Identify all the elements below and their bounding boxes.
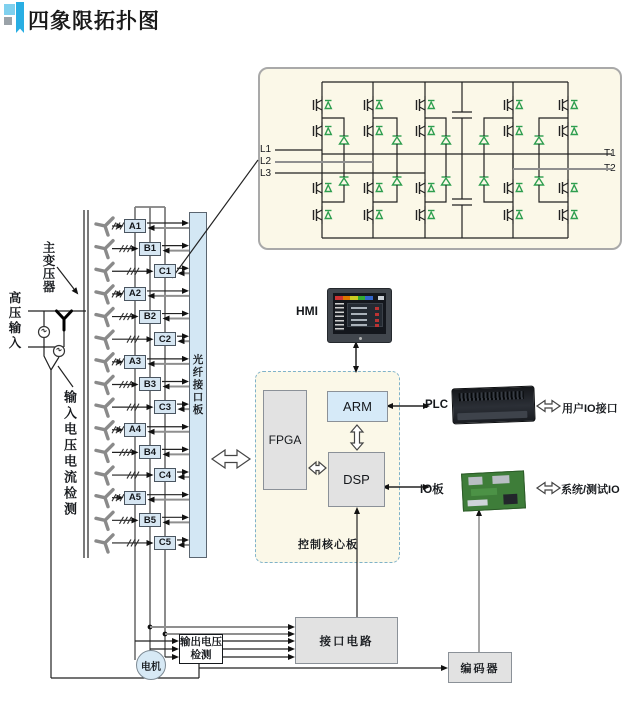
output-voltage-detect-box: 输出电压检测	[179, 634, 223, 664]
hmi-toolbar	[335, 296, 373, 300]
input-detect-label: 输入电压电流检测	[62, 390, 77, 518]
cell-C2: C2	[154, 332, 176, 346]
plc-terminal-edge	[457, 411, 527, 420]
generated-wires	[28, 82, 612, 678]
cell-C5: C5	[154, 536, 176, 550]
plc-device-image	[451, 386, 535, 425]
cell-B2: B2	[139, 310, 161, 324]
hmi-form	[347, 303, 383, 327]
hv-input-label: 高压输入	[7, 291, 21, 351]
plc-label: PLC	[425, 399, 448, 411]
cell-C4: C4	[154, 468, 176, 482]
output-line-label-t1: T1	[604, 148, 616, 159]
system-io-label: 系统/测试IO	[561, 484, 620, 496]
arm-block: ARM	[327, 391, 388, 422]
encoder-box: 编码器	[448, 652, 512, 683]
cell-A5: A5	[124, 491, 146, 505]
io-board-label: IO板	[420, 484, 444, 496]
cell-A4: A4	[124, 423, 146, 437]
output-line-label-t2: T2	[604, 163, 616, 174]
cell-C3: C3	[154, 400, 176, 414]
input-line-label-l3: L3	[260, 168, 272, 179]
user-io-label: 用户IO接口	[562, 403, 618, 415]
pcb-chip	[503, 494, 518, 505]
fpga-block: FPGA	[263, 390, 307, 490]
cell-A3: A3	[124, 355, 146, 369]
cell-B4: B4	[139, 445, 161, 459]
input-line-label-l2: L2	[260, 156, 272, 167]
page-title: 四象限拓扑图	[28, 10, 160, 33]
pcb-chip	[492, 475, 509, 484]
pcb-area	[471, 488, 497, 496]
dsp-block: DSP	[328, 452, 385, 507]
control-board-title: 控制核心板	[298, 539, 358, 551]
interface-circuit-box: 接口电路	[295, 617, 398, 664]
hmi-screen	[333, 293, 386, 334]
hmi-power-led	[359, 337, 362, 340]
cell-A2: A2	[124, 287, 146, 301]
io-board-image	[461, 470, 526, 511]
pcb-chip	[468, 477, 482, 486]
cell-A1: A1	[124, 219, 146, 233]
fiber-board-label: 光纤接口板	[191, 353, 204, 417]
hmi-close-glyph	[378, 296, 384, 300]
cell-B5: B5	[139, 513, 161, 527]
hmi-panel-image	[327, 288, 392, 343]
hmi-label: HMI	[296, 304, 318, 318]
cell-B3: B3	[139, 377, 161, 391]
cell-C1: C1	[154, 264, 176, 278]
motor-circle: 电机	[136, 650, 166, 680]
pcb-connector	[467, 499, 487, 506]
input-line-label-l1: L1	[260, 144, 272, 155]
main-transformer-label: 主变压器	[41, 241, 55, 293]
cell-B1: B1	[139, 242, 161, 256]
plc-vents	[459, 391, 524, 401]
hmi-sidebar	[335, 303, 344, 331]
